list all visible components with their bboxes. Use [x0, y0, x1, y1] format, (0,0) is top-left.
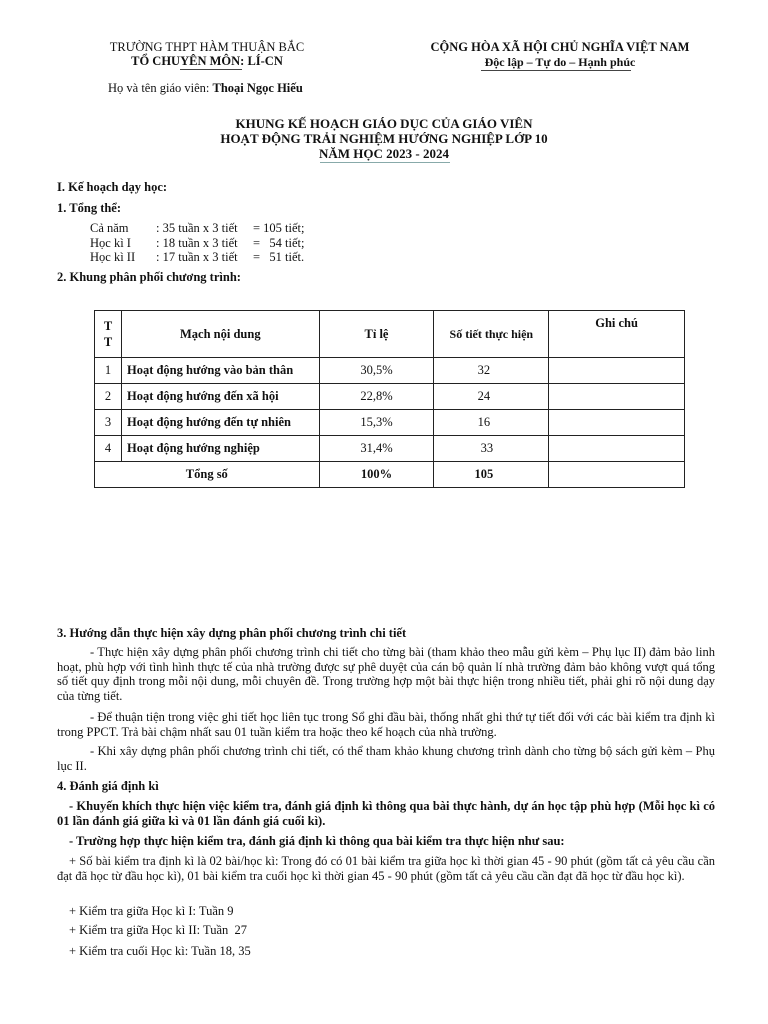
teacher-label: Họ và tên giáo viên: — [108, 81, 213, 95]
section-4-para-6: + Kiểm tra cuối Học kì: Tuần 18, 35 — [69, 944, 251, 958]
section-4-para-2: - Trường hợp thực hiện kiểm tra, đánh giá định kì thông qua bài kiểm tra thực hiện như sau: — [69, 834, 565, 848]
motto-underline — [481, 70, 631, 71]
overall-row: Cả năm : 35 tuần x 3 tiết = 105 tiết; — [90, 221, 305, 235]
header-periods: Số tiết thực hiện — [434, 311, 549, 358]
section-3-heading: 3. Hướng dẫn thực hiện xây dựng phân phối chương trình chi tiết — [57, 626, 407, 640]
title-line-1: KHUNG KẾ HOẠCH GIÁO DỤC CỦA GIÁO VIÊN — [235, 116, 533, 131]
title-line-3: NĂM HỌC 2023 - 2024 — [319, 146, 449, 161]
program-table — [94, 310, 685, 488]
section-4-para-1: - Khuyến khích thực hiện việc kiểm tra, đánh giá định kì thông qua bài thực hành, dự án học tập phù hợp (Mỗi học kì có 01 lần đánh giá giữa kì và 01 lần đánh giá cuối kì). — [57, 799, 715, 828]
table-row: 1 Hoạt động hướng vào bản thân 30,5% 32 — [95, 358, 685, 384]
header-ratio: Tỉ lệ — [319, 311, 434, 358]
school-name: TRƯỜNG THPT HÀM THUẬN BẮC — [109, 40, 305, 54]
section-4-para-3: + Số bài kiểm tra định kì là 02 bài/học kì: Trong đó có 01 bài kiểm tra giữa học kì thời gian 45 - 90 phút (gồm tất cả yêu cầu cần đạt đã học từ đầu học kì), 01 bài kiểm tra cuối học kì thời gian 45 - 90 phút (gồm tất cả yêu cầu cần đạt đã học từ đầu học kì). — [57, 854, 715, 883]
title-line-2: HOẠT ĐỘNG TRẢI NGHIỆM HƯỚNG NGHIỆP LỚP 10 — [220, 131, 548, 146]
overall-periods — [90, 221, 305, 265]
overall-row: Học kì II : 17 tuần x 3 tiết = 51 tiết. — [90, 250, 305, 264]
section-1-sub-2: 2. Khung phân phối chương trình: — [57, 270, 241, 284]
table-header-row — [95, 311, 685, 358]
section-1-heading: I. Kế hoạch dạy học: — [57, 180, 168, 194]
department-underline — [180, 69, 242, 70]
header-tt: T T — [95, 311, 122, 358]
section-3-para-1: - Thực hiện xây dựng phân phối chương trình chi tiết cho từng bài (tham khảo theo mẫu gửi kèm – Phụ lục II) đảm bảo linh hoạt, phù hợp với tình hình thực tế của nhà trường được sự phê duyệt của cán bộ quản lí nhà trường đảm bảo không vượt quá tổng số tiết quy định trong mỗi nội dung, mỗi chuyên đề. Trong trường hợp một bài thực hiện trong nhiều tiết, phải ghi rõ nội dung dạy của từng tiết. — [57, 645, 715, 703]
teacher-name: Thoại Ngọc Hiếu — [212, 81, 303, 95]
table-row: 3 Hoạt động hướng đến tự nhiên 15,3% 16 — [95, 410, 685, 436]
section-3-para-3: - Khi xây dựng phân phối chương trình chi tiết, có thể tham khảo khung chương trình dành cho từng bộ sách gửi kèm – Phụ lục II. — [57, 744, 715, 773]
section-3-para-2: - Để thuận tiện trong việc ghi tiết học liên tục trong Sổ ghi đầu bài, thống nhất ghi thứ tự tiết đối với các bài kiểm tra định kì trong PPCT. Trả bài chậm nhất sau 01 tuần kiểm tra hoặc theo kế hoạch của nhà trường. — [57, 710, 715, 739]
title-underline — [320, 162, 450, 163]
table-row: 4 Hoạt động hướng nghiệp 31,4% 33 — [95, 436, 685, 462]
department-name: TỔ CHUYÊN MÔN: LÍ-CN — [131, 54, 283, 68]
section-1-sub-1: 1. Tổng thể: — [57, 201, 122, 215]
section-4-para-4: + Kiểm tra giữa Học kì I: Tuần 9 — [69, 904, 234, 918]
table-row: 2 Hoạt động hướng đến xã hội 22,8% 24 — [95, 384, 685, 410]
section-4-heading: 4. Đánh giá định kì — [57, 779, 159, 793]
teacher-line — [108, 81, 303, 96]
header-note: Ghi chú — [549, 311, 685, 358]
nation-title: CỘNG HÒA XÃ HỘI CHỦ NGHĨA VIỆT NAM — [430, 40, 690, 54]
overall-row: Học kì I : 18 tuần x 3 tiết = 54 tiết; — [90, 235, 305, 250]
header-content: Mạch nội dung — [121, 311, 319, 358]
table-total-row: Tổng số 100% 105 — [95, 462, 685, 488]
national-motto: Độc lập – Tự do – Hạnh phúc — [484, 55, 636, 69]
section-4-para-5: + Kiểm tra giữa Học kì II: Tuần 27 — [69, 923, 248, 937]
